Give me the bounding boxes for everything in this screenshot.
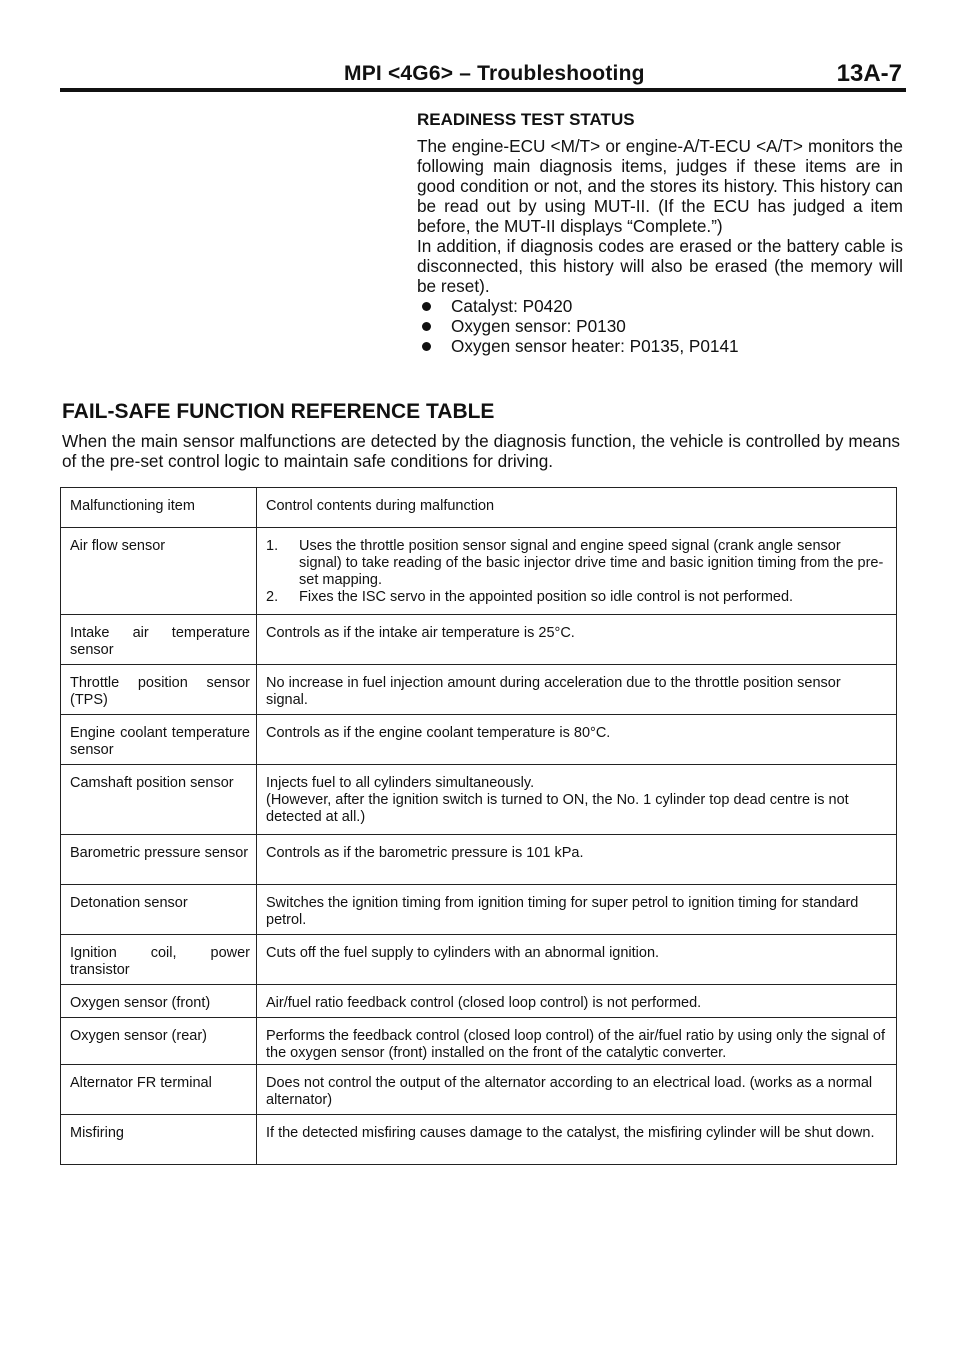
control-steps — [266, 538, 886, 606]
control-contents — [257, 765, 897, 835]
control-contents — [257, 528, 897, 615]
table-row — [61, 765, 897, 835]
bullet-item — [417, 296, 903, 316]
table-row — [61, 1065, 897, 1115]
page-code: 13A-7 — [836, 60, 902, 87]
failsafe-intro: When the main sensor malfunctions are detected by the diagnosis function, the vehicle is controlled by means of the pre-set control logic to maintain safe conditions for driving. — [62, 431, 900, 471]
malfunction-item: Engine coolant temperature sensor — [61, 715, 257, 765]
table-header-row — [61, 488, 897, 528]
malfunction-item: Misfiring — [61, 1115, 257, 1165]
control-text: Injects fuel to all cylinders simultaneously. — [266, 775, 535, 791]
control-contents: Controls as if the intake air temperature is 25°C. — [257, 615, 897, 665]
bullet-text: Catalyst: P0420 — [451, 296, 573, 316]
readiness-paragraph-1: The engine-ECU <M/T> or engine-A/T-ECU <A/T> monitors the following main diagnosis items, judges if these items are in good condition or not, and the stores its history. This history can be read out by using MUT-II. (If the ECU has judged a item before, the MUT-II displays “Complete.”) — [417, 136, 903, 236]
table-row — [61, 935, 897, 985]
bullet-item — [417, 316, 903, 336]
malfunction-item: Alternator FR terminal — [61, 1065, 257, 1115]
table-row — [61, 1018, 897, 1065]
control-contents: Performs the feedback control (closed loop control) of the air/fuel ratio by using only the signal of the oxygen sensor (front) installed on the front of the catalytic converter. — [257, 1018, 897, 1065]
table-row — [61, 665, 897, 715]
malfunction-item: Detonation sensor — [61, 885, 257, 935]
readiness-heading: READINESS TEST STATUS — [417, 110, 635, 129]
failsafe-heading: FAIL-SAFE FUNCTION REFERENCE TABLE — [62, 400, 495, 423]
page-title: MPI <4G6> – Troubleshooting — [344, 62, 645, 85]
table-row — [61, 615, 897, 665]
readiness-paragraph-2: In addition, if diagnosis codes are erased or the battery cable is disconnected, this history will also be erased (the memory will be reset). — [417, 236, 903, 296]
control-contents: If the detected misfiring causes damage to the catalyst, the misfiring cylinder will be shut down. — [257, 1115, 897, 1165]
step-text: Uses the throttle position sensor signal and engine speed signal (crank angle sensor signal) to take reading of the basic injector drive time and basic ignition timing from the pre-set mapping. — [299, 538, 884, 588]
table-row — [61, 1115, 897, 1165]
malfunction-item: Throttle position sensor (TPS) — [61, 665, 257, 715]
step-number: 1. — [266, 538, 279, 554]
table-row — [61, 715, 897, 765]
bullet-text: Oxygen sensor heater: P0135, P0141 — [451, 336, 739, 356]
malfunction-item: Oxygen sensor (front) — [61, 985, 257, 1018]
control-step — [266, 538, 886, 589]
control-contents: Switches the ignition timing from ignition timing for super petrol to ignition timing for standard petrol. — [257, 885, 897, 935]
step-text: Fixes the ISC servo in the appointed position so idle control is not performed. — [299, 589, 794, 605]
bullet-text: Oxygen sensor: P0130 — [451, 316, 626, 336]
malfunction-item: Air flow sensor — [61, 528, 257, 615]
control-contents: Cuts off the fuel supply to cylinders with an abnormal ignition. — [257, 935, 897, 985]
bullet-dot-icon — [422, 302, 431, 311]
readiness-section — [417, 110, 903, 356]
control-contents: No increase in fuel injection amount during acceleration due to the throttle position sensor signal. — [257, 665, 897, 715]
malfunction-item: Barometric pressure sensor — [61, 835, 257, 885]
readiness-bullet-list — [417, 296, 903, 356]
step-number: 2. — [266, 589, 279, 605]
header-rule — [60, 88, 906, 92]
table-row — [61, 835, 897, 885]
bullet-dot-icon — [422, 342, 431, 351]
control-contents: Does not control the output of the alternator according to an electrical load. (works as a normal alternator) — [257, 1065, 897, 1115]
header-cell-item: Malfunctioning item — [61, 488, 257, 528]
header-cell-control: Control contents during malfunction — [257, 488, 897, 528]
control-note: (However, after the ignition switch is turned to ON, the No. 1 cylinder top dead centre is not detected at all.) — [266, 792, 849, 825]
control-step — [266, 589, 886, 606]
control-contents: Controls as if the barometric pressure is 101 kPa. — [257, 835, 897, 885]
malfunction-item: Ignition coil, power transistor — [61, 935, 257, 985]
malfunction-item: Intake air temperature sensor — [61, 615, 257, 665]
bullet-dot-icon — [422, 322, 431, 331]
page-header — [60, 58, 906, 90]
table-row — [61, 985, 897, 1018]
malfunction-item: Oxygen sensor (rear) — [61, 1018, 257, 1065]
control-contents: Air/fuel ratio feedback control (closed loop control) is not performed. — [257, 985, 897, 1018]
bullet-item — [417, 336, 903, 356]
control-contents: Controls as if the engine coolant temperature is 80°C. — [257, 715, 897, 765]
table-row — [61, 528, 897, 615]
malfunction-item: Camshaft position sensor — [61, 765, 257, 835]
failsafe-table — [60, 487, 897, 1165]
table-row — [61, 885, 897, 935]
